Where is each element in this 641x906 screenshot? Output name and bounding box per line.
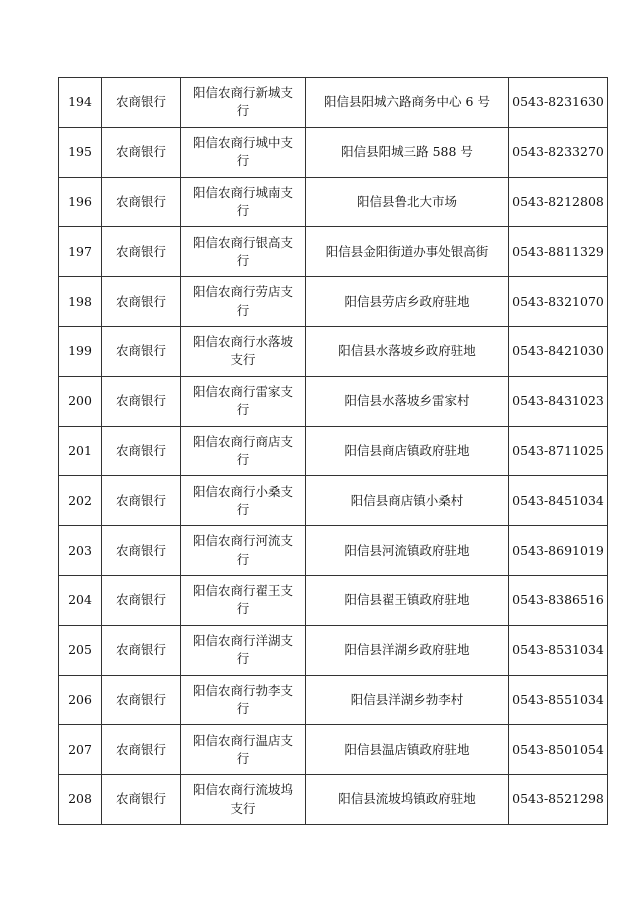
- branch-address: 阳信县翟王镇政府驻地: [306, 575, 509, 625]
- branch-name: 阳信农商行雷家支行: [181, 376, 306, 426]
- row-number: 201: [59, 426, 102, 476]
- branch-phone: 0543-8231630: [509, 78, 608, 128]
- table-row: [59, 78, 608, 128]
- branch-name: 阳信农商行商店支行: [181, 426, 306, 476]
- bank-name: 农商银行: [102, 675, 181, 725]
- branch-phone: 0543-8551034: [509, 675, 608, 725]
- bank-name: 农商银行: [102, 277, 181, 327]
- branch-address: 阳信县温店镇政府驻地: [306, 725, 509, 775]
- branch-address: 阳信县鲁北大市场: [306, 177, 509, 227]
- bank-name: 农商银行: [102, 476, 181, 526]
- branch-name: 阳信农商行城中支行: [181, 127, 306, 177]
- table-row: [59, 575, 608, 625]
- row-number: 199: [59, 326, 102, 376]
- branch-address: 阳信县流坡坞镇政府驻地: [306, 775, 509, 825]
- row-number: 204: [59, 575, 102, 625]
- branch-table: [58, 77, 608, 825]
- branch-name: 阳信农商行流坡坞支行: [181, 775, 306, 825]
- row-number: 203: [59, 526, 102, 576]
- row-number: 195: [59, 127, 102, 177]
- bank-name: 农商银行: [102, 526, 181, 576]
- table-row: [59, 277, 608, 327]
- row-number: 197: [59, 227, 102, 277]
- row-number: 198: [59, 277, 102, 327]
- branch-name: 阳信农商行河流支行: [181, 526, 306, 576]
- bank-name: 农商银行: [102, 177, 181, 227]
- bank-name: 农商银行: [102, 625, 181, 675]
- branch-name: 阳信农商行劳店支行: [181, 277, 306, 327]
- branch-phone: 0543-8811329: [509, 227, 608, 277]
- branch-name: 阳信农商行银高支行: [181, 227, 306, 277]
- branch-name: 阳信农商行翟王支行: [181, 575, 306, 625]
- row-number: 207: [59, 725, 102, 775]
- bank-name: 农商银行: [102, 127, 181, 177]
- table-row: [59, 675, 608, 725]
- row-number: 202: [59, 476, 102, 526]
- branch-phone: 0543-8212808: [509, 177, 608, 227]
- row-number: 194: [59, 78, 102, 128]
- bank-name: 农商银行: [102, 326, 181, 376]
- branch-phone: 0543-8431023: [509, 376, 608, 426]
- table-row: [59, 227, 608, 277]
- branch-address: 阳信县商店镇政府驻地: [306, 426, 509, 476]
- bank-name: 农商银行: [102, 78, 181, 128]
- row-number: 196: [59, 177, 102, 227]
- row-number: 200: [59, 376, 102, 426]
- table-row: [59, 725, 608, 775]
- branch-phone: 0543-8321070: [509, 277, 608, 327]
- table-row: [59, 376, 608, 426]
- table-row: [59, 526, 608, 576]
- branch-address: 阳信县商店镇小桑村: [306, 476, 509, 526]
- bank-name: 农商银行: [102, 725, 181, 775]
- branch-phone: 0543-8386516: [509, 575, 608, 625]
- branch-address: 阳信县劳店乡政府驻地: [306, 277, 509, 327]
- bank-name: 农商银行: [102, 426, 181, 476]
- branch-phone: 0543-8451034: [509, 476, 608, 526]
- table-row: [59, 177, 608, 227]
- bank-name: 农商银行: [102, 775, 181, 825]
- row-number: 208: [59, 775, 102, 825]
- branch-address: 阳信县洋湖乡政府驻地: [306, 625, 509, 675]
- branch-address: 阳信县阳城六路商务中心 6 号: [306, 78, 509, 128]
- bank-name: 农商银行: [102, 227, 181, 277]
- bank-name: 农商银行: [102, 575, 181, 625]
- row-number: 206: [59, 675, 102, 725]
- branch-name: 阳信农商行温店支行: [181, 725, 306, 775]
- branch-name: 阳信农商行城南支行: [181, 177, 306, 227]
- branch-name: 阳信农商行水落坡支行: [181, 326, 306, 376]
- branch-phone: 0543-8421030: [509, 326, 608, 376]
- branch-address: 阳信县河流镇政府驻地: [306, 526, 509, 576]
- branch-phone: 0543-8521298: [509, 775, 608, 825]
- branch-name: 阳信农商行勃李支行: [181, 675, 306, 725]
- branch-phone: 0543-8501054: [509, 725, 608, 775]
- branch-name: 阳信农商行小桑支行: [181, 476, 306, 526]
- table-row: [59, 775, 608, 825]
- branch-phone: 0543-8531034: [509, 625, 608, 675]
- branch-name: 阳信农商行洋湖支行: [181, 625, 306, 675]
- branch-address: 阳信县金阳街道办事处银高街: [306, 227, 509, 277]
- bank-name: 农商银行: [102, 376, 181, 426]
- table-row: [59, 625, 608, 675]
- branch-address: 阳信县水落坡乡政府驻地: [306, 326, 509, 376]
- table-row: [59, 426, 608, 476]
- branch-phone: 0543-8711025: [509, 426, 608, 476]
- table-row: [59, 476, 608, 526]
- table-row: [59, 326, 608, 376]
- branch-address: 阳信县水落坡乡雷家村: [306, 376, 509, 426]
- branch-address: 阳信县洋湖乡勃李村: [306, 675, 509, 725]
- table-row: [59, 127, 608, 177]
- row-number: 205: [59, 625, 102, 675]
- branch-phone: 0543-8691019: [509, 526, 608, 576]
- branch-name: 阳信农商行新城支行: [181, 78, 306, 128]
- branch-address: 阳信县阳城三路 588 号: [306, 127, 509, 177]
- branch-phone: 0543-8233270: [509, 127, 608, 177]
